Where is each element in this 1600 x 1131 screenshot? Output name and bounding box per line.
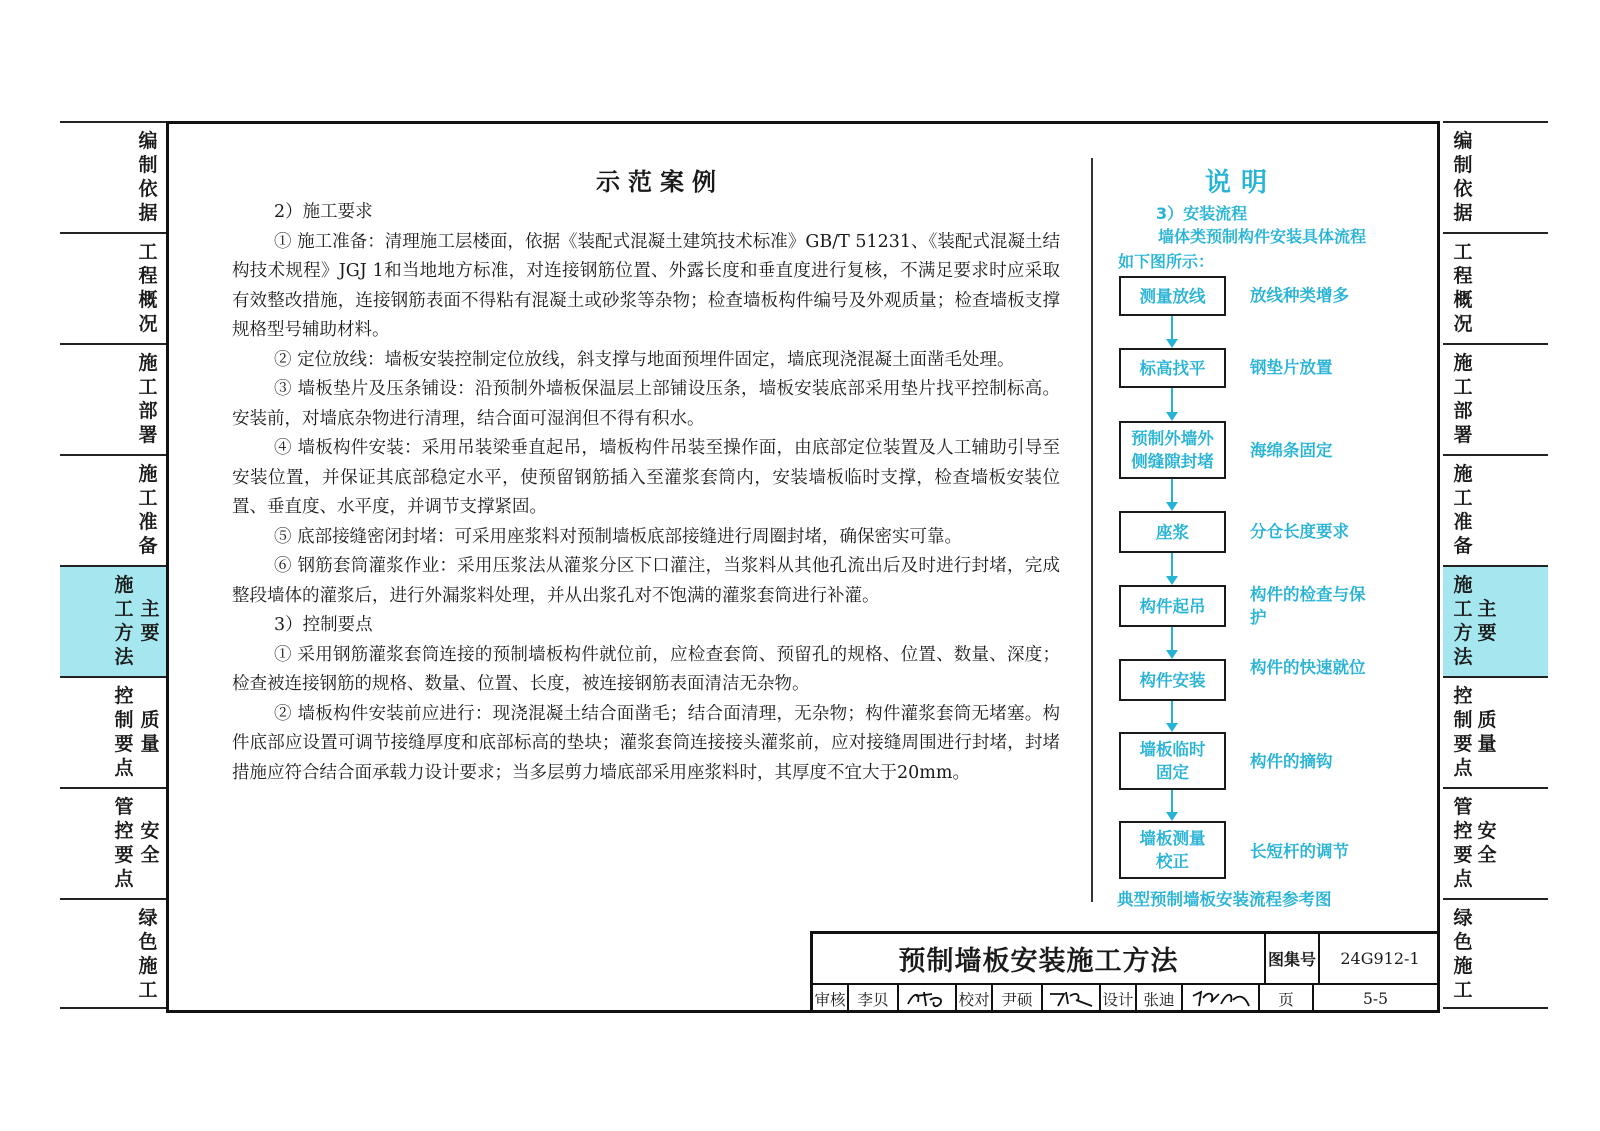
- nav-tab-label: 编制依据: [138, 130, 158, 224]
- nav-tab-label-prefix: 质量: [1477, 709, 1497, 755]
- flow-arrow: [1171, 701, 1173, 730]
- paragraph: ⑤ 底部接缝密闭封堵：可采用座浆料对预制墙板底部接缝进行周圈封堵，确保密实可靠。: [274, 526, 963, 547]
- paragraph: ④ 墙板构件安装：采用吊装梁垂直起吊，墙板构件吊装至操作面，由底部定位装置及人工辅助引导至安装位置，并保证其底部稳定水平，使预留钢筋插入至灌浆套筒内，安装墙板临时支撑，检查墙板安装位置、垂直度、水平度，并调节支撑紧固。: [232, 438, 1060, 517]
- nav-tab-project-overview[interactable]: [1443, 232, 1548, 343]
- nav-tab-label: 编制依据: [1453, 130, 1473, 224]
- flow-step-note: 海绵条固定: [1250, 441, 1333, 460]
- nav-tab-label: 绿色施工: [138, 907, 158, 1001]
- body-text: [232, 198, 1060, 788]
- flow-step-box: [1119, 511, 1226, 553]
- explanation-desc: 墙体类预制构件安装具体流程如下图所示：: [1118, 227, 1367, 271]
- flow-step-box: [1119, 659, 1226, 701]
- flow-step-box: [1119, 585, 1226, 627]
- column-divider: [1091, 158, 1093, 902]
- nav-tab-compile-basis[interactable]: [60, 121, 166, 232]
- paragraph: ① 采用钢筋灌浆套筒连接的预制墙板构件就位前，应检查套筒、预留孔的规格、位置、数量、深度；检查被连接钢筋的规格、数量、位置、长度，被连接钢筋表面清洁无杂物。: [232, 644, 1060, 694]
- designer-name: 张迪: [1137, 985, 1183, 1013]
- atlas-number: 24G912-1: [1320, 934, 1440, 985]
- nav-tab-label: 绿色施工: [1453, 907, 1473, 1001]
- flow-arrow: [1171, 388, 1173, 419]
- flow-step-label: 墙板测量校正: [1139, 829, 1206, 871]
- flow-step-note: 分仓长度要求: [1250, 522, 1349, 541]
- drawing-title: 预制墙板安装施工方法: [813, 934, 1266, 985]
- flow-arrow: [1171, 479, 1173, 509]
- flow-step-note: 构件的摘钩: [1250, 752, 1333, 771]
- nav-tab-label: 施工方法: [114, 574, 134, 668]
- paragraph: ① 施工准备：清理施工层楼面，依据《装配式混凝土建筑技术标准》GB/T 51231、《装配式混凝土结构技术规程》JGJ 1和当地地方标准，对连接钢筋位置、外露长度和垂直度进行复核，不满足要求时应采取有效整改措施，连接钢筋表面不得粘有混凝土或砂浆等杂物；检查墙板构件编号及外观质量；检查墙板支撑规格型号辅助材料。: [232, 231, 1060, 340]
- checker-signature: [1043, 985, 1101, 1013]
- paragraph: ② 定位放线：墙板安装控制定位放线，斜支撑与地面预埋件固定，墙底现浇混凝土面凿毛处理。: [274, 349, 1015, 370]
- nav-tab-quality-control[interactable]: [60, 676, 166, 787]
- paragraph: ③ 墙板垫片及压条铺设：沿预制外墙板保温层上部铺设压条，墙板安装底部采用垫片找平控制标高。安装前，对墙底杂物进行清理，结合面可湿润但不得有积水。: [232, 379, 1060, 429]
- nav-tab-green-construction[interactable]: [60, 898, 166, 1009]
- nav-tab-construction-preparation[interactable]: [1443, 454, 1548, 565]
- reviewer-signature: [899, 985, 957, 1013]
- nav-tab-label: 工程概况: [138, 241, 158, 335]
- flow-step-label: 墙板临时固定: [1139, 740, 1206, 782]
- flow-step-label: 标高找平: [1139, 358, 1206, 378]
- nav-tab-label: 工程概况: [1453, 241, 1473, 335]
- nav-tab-label: 施工准备: [138, 463, 158, 557]
- title-block: [810, 931, 1440, 1013]
- nav-tab-safety-control[interactable]: [60, 787, 166, 898]
- nav-tab-quality-control[interactable]: [1443, 676, 1548, 787]
- reviewer-name: 李贝: [849, 985, 899, 1013]
- paragraph: ② 墙板构件安装前应进行：现浇混凝土结合面凿毛；结合面清理，无杂物；构件灌浆套筒无堵塞。构件底部应设置可调节接缝厚度和底部标高的垫块；灌浆套筒连接接头灌浆前，应对接缝周围进行封堵，封堵措施应符合结合面承载力设计要求；当多层剪力墙底部采用座浆料时，其厚度不宜大于20mm。: [232, 703, 1060, 783]
- flow-arrow: [1171, 790, 1173, 819]
- flow-step-box: [1119, 348, 1226, 388]
- flow-step-box: [1119, 276, 1226, 316]
- nav-tab-project-overview[interactable]: [60, 232, 166, 343]
- paragraph: ⑥ 钢筋套筒灌浆作业：采用压浆法从灌浆分区下口灌注，当浆料从其他孔流出后及时进行封堵，完成整段墙体的灌浆后，进行外漏浆料处理，并从出浆孔对不饱满的灌浆套筒进行补灌。: [232, 556, 1060, 606]
- section-heading: 2）施工要求: [274, 202, 373, 222]
- page-label: 页: [1260, 985, 1314, 1013]
- review-label: 审核: [813, 985, 849, 1013]
- flow-step-note: 构件的检查与保护: [1250, 585, 1366, 627]
- nav-tab-construction-deployment[interactable]: [60, 343, 166, 454]
- flow-step-label: 预制外墙外侧缝隙封堵: [1131, 429, 1214, 471]
- flow-step-note: 构件的快速就位: [1250, 658, 1366, 677]
- flow-arrow: [1171, 316, 1173, 346]
- left-section-nav: [60, 121, 166, 1013]
- flow-step-note: 放线种类增多: [1250, 286, 1349, 305]
- explanation-subtitle: 3）安装流程: [1156, 204, 1248, 223]
- page-title: 示范案例: [596, 168, 724, 196]
- flow-arrow: [1171, 553, 1173, 583]
- nav-tab-label: 施工准备: [1453, 463, 1473, 557]
- flow-step-label: 构件安装: [1139, 670, 1206, 690]
- nav-tab-label: 管控要点: [114, 796, 134, 890]
- flow-step-label: 测量放线: [1139, 286, 1206, 306]
- nav-tab-label-prefix: 安全: [1477, 820, 1497, 866]
- nav-tab-label-prefix: 主要: [1477, 598, 1497, 644]
- explanation-title: 说明: [1205, 168, 1278, 198]
- flow-step-box: [1119, 732, 1226, 790]
- page-number: 5-5: [1363, 990, 1388, 1008]
- nav-tab-label: 施工部署: [138, 352, 158, 446]
- nav-tab-green-construction[interactable]: [1443, 898, 1548, 1009]
- nav-tab-label: 管控要点: [1453, 796, 1473, 890]
- nav-tab-safety-control[interactable]: [1443, 787, 1548, 898]
- flow-step-label: 构件起吊: [1139, 596, 1206, 616]
- nav-tab-label: 控制要点: [1453, 685, 1473, 779]
- nav-tab-label-prefix: 质量: [140, 709, 160, 755]
- design-label: 设计: [1101, 985, 1137, 1013]
- nav-tab-label: 施工部署: [1453, 352, 1473, 446]
- nav-tab-compile-basis[interactable]: [1443, 121, 1548, 232]
- flow-step-label: 座浆: [1156, 522, 1189, 542]
- flow-arrow: [1171, 627, 1173, 657]
- signature-row: [813, 985, 1437, 1013]
- nav-tab-construction-preparation[interactable]: [60, 454, 166, 565]
- checker-name: 尹硕: [993, 985, 1043, 1013]
- check-label: 校对: [957, 985, 993, 1013]
- flow-step-box: [1119, 821, 1226, 879]
- section-heading: 3）控制要点: [274, 615, 373, 635]
- nav-tab-label-prefix: 主要: [140, 598, 160, 644]
- flow-caption: 典型预制墙板安装流程参考图: [1117, 890, 1332, 909]
- nav-tab-label: 施工方法: [1453, 574, 1473, 668]
- right-section-nav: [1443, 121, 1548, 1013]
- nav-tab-label: 控制要点: [114, 685, 134, 779]
- nav-tab-label-prefix: 安全: [140, 820, 160, 866]
- flow-step-note: 钢垫片放置: [1250, 358, 1333, 377]
- atlas-number-label: 图集号: [1266, 934, 1320, 985]
- nav-tab-main-methods[interactable]: [1443, 565, 1548, 676]
- flow-step-note: 长短杆的调节: [1250, 842, 1349, 861]
- designer-signature: [1183, 985, 1260, 1013]
- nav-tab-construction-deployment[interactable]: [1443, 343, 1548, 454]
- flow-step-box: [1119, 421, 1226, 479]
- nav-tab-main-methods[interactable]: [60, 565, 166, 676]
